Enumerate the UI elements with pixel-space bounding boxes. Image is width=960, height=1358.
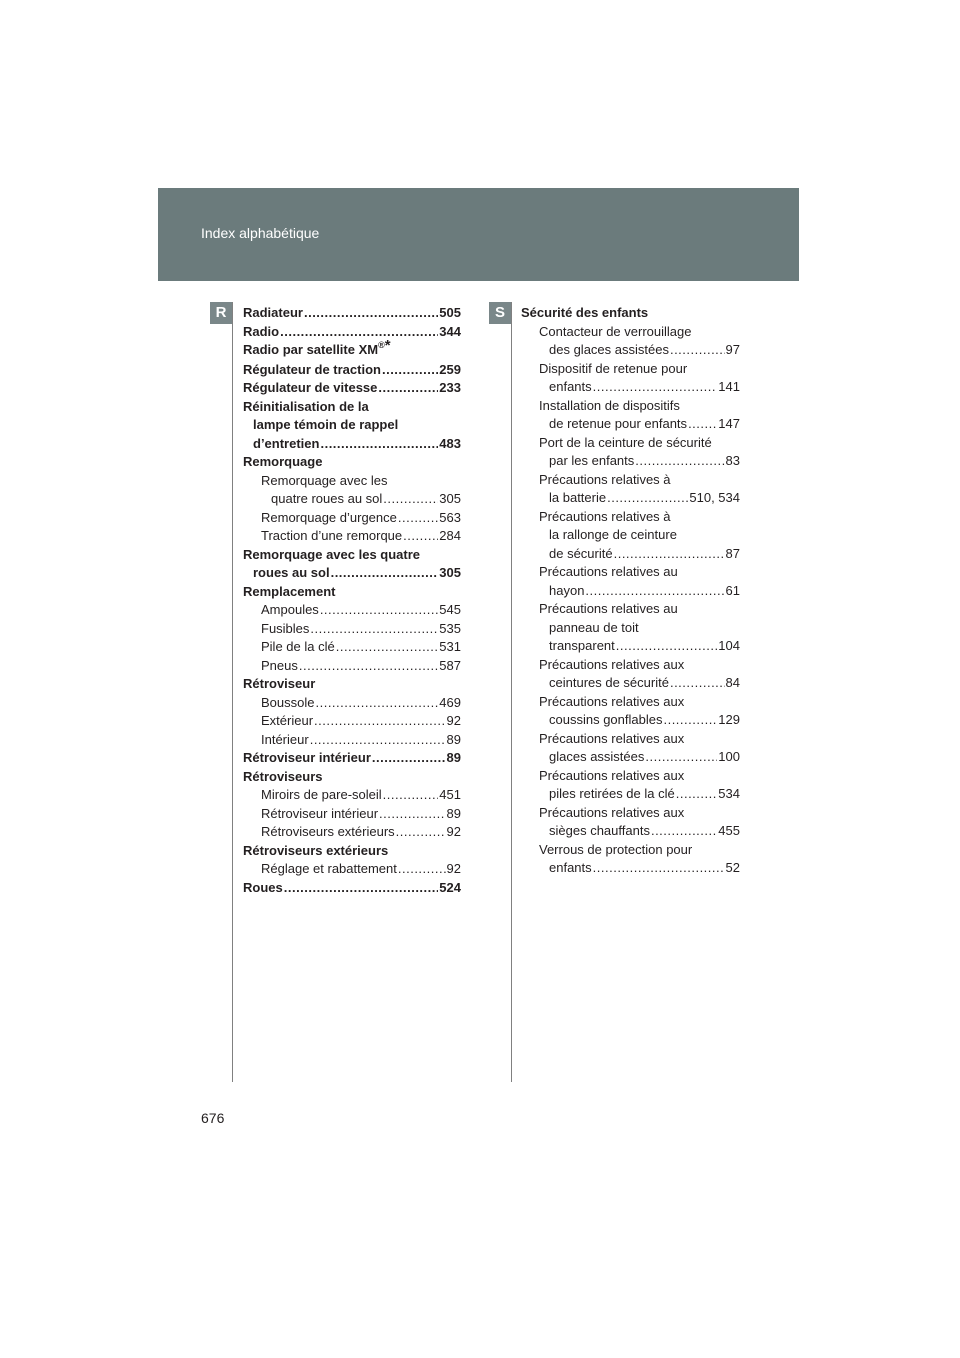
index-subentry: transparent ..... 104 xyxy=(521,637,740,656)
index-entry: Radio par satellite XM®* xyxy=(243,337,391,357)
index-subentry: Précautions relatives au xyxy=(539,564,678,579)
index-subentry: ceintures de sécurité ..... 84 xyxy=(521,674,740,693)
index-heading: Rétroviseur xyxy=(243,676,316,691)
index-subentry: de sécurité ..... 87 xyxy=(521,545,740,564)
index-subentry: Précautions relatives à xyxy=(539,471,671,487)
index-subentry: des glaces assistées ..... 97 xyxy=(521,341,740,360)
index-subentry: Boussole ..... 469 xyxy=(243,694,461,713)
index-heading: Rétroviseurs xyxy=(243,768,323,784)
index-subentry: Pile de la clé ..... 531 xyxy=(243,638,461,657)
column-divider-right xyxy=(511,302,512,1082)
index-entry: Radio ..... 344 xyxy=(243,323,461,342)
page-number: 676 xyxy=(201,1110,225,1126)
index-subentry: hayon ..... 61 xyxy=(521,582,740,601)
index-subentry: Verrous de protection pour xyxy=(539,841,693,857)
index-subentry: Remorquage avec les xyxy=(261,472,388,488)
index-entry: Radiateur ..... 505 xyxy=(243,304,461,323)
index-column-s xyxy=(521,304,740,878)
header-title: Index alphabétique xyxy=(201,225,320,241)
index-entry-continued: d’entretien ..... 483 xyxy=(243,435,461,454)
index-entry: Régulateur de traction ..... 259 xyxy=(243,361,461,380)
index-subentry: enfants ..... 141 xyxy=(521,378,740,397)
index-subentry: Précautions relatives aux xyxy=(539,693,685,709)
index-column-r xyxy=(243,304,461,897)
index-entry: Rétroviseur intérieur ..... 89 xyxy=(243,749,461,768)
column-divider-left xyxy=(232,302,233,1082)
index-subentry: panneau de toit xyxy=(549,619,639,635)
index-subentry: Rétroviseurs extérieurs ..... 92 xyxy=(243,823,461,842)
index-subentry: coussins gonflables ..... 129 xyxy=(521,711,740,730)
index-subentry: Pneus ..... 587 xyxy=(243,657,461,676)
index-subentry: Traction d’une remorque ..... 284 xyxy=(243,527,461,546)
index-subentry: Précautions relatives au xyxy=(539,601,678,616)
index-subentry: Port de la ceinture de sécurité xyxy=(539,434,712,450)
index-subentry: Dispositif de retenue pour xyxy=(539,360,688,376)
index-entry-continued: lampe témoin de rappel xyxy=(253,417,399,432)
index-entry-continued: roues au sol ..... 305 xyxy=(243,564,461,583)
index-subentry: Précautions relatives aux xyxy=(539,730,685,746)
index-subentry: sièges chauffants ..... 455 xyxy=(521,822,740,841)
page-header xyxy=(158,188,799,281)
index-subentry: Rétroviseur intérieur ..... 89 xyxy=(243,805,461,824)
index-subentry: par les enfants ..... 83 xyxy=(521,452,740,471)
index-entry: Régulateur de vitesse ..... 233 xyxy=(243,379,461,398)
index-subentry: Installation de dispositifs xyxy=(539,397,680,413)
letter-tab-s: S xyxy=(489,302,511,324)
index-subentry: de retenue pour enfants ..... 147 xyxy=(521,415,740,434)
index-subentry: Précautions relatives aux xyxy=(539,804,685,820)
index-subentry: enfants ..... 52 xyxy=(521,859,740,878)
index-subentry: Extérieur ..... 92 xyxy=(243,712,461,731)
index-subentry: la rallonge de ceinture xyxy=(549,527,677,542)
index-subentry: Précautions relatives aux xyxy=(539,656,685,672)
index-subentry: glaces assistées ..... 100 xyxy=(521,748,740,767)
index-heading: Sécurité des enfants xyxy=(521,305,649,320)
index-heading: Rétroviseurs extérieurs xyxy=(243,842,389,858)
index-heading: Remorquage xyxy=(243,454,323,469)
index-subentry: quatre roues au sol ..... 305 xyxy=(243,490,461,509)
index-subentry: la batterie ..... 510, 534 xyxy=(521,489,740,508)
index-subentry: Contacteur de verrouillage xyxy=(539,323,692,339)
index-subentry: Précautions relatives à xyxy=(539,508,671,524)
index-entry: Réinitialisation de la xyxy=(243,398,369,414)
index-entry: Roues ..... 524 xyxy=(243,879,461,898)
index-entry: Remorquage avec les quatre xyxy=(243,546,421,562)
letter-tab-r: R xyxy=(210,302,232,324)
index-subentry: Miroirs de pare-soleil ..... 451 xyxy=(243,786,461,805)
index-subentry: piles retirées de la clé ..... 534 xyxy=(521,785,740,804)
index-subentry: Ampoules ..... 545 xyxy=(243,601,461,620)
index-subentry: Précautions relatives aux xyxy=(539,767,685,783)
index-subentry: Intérieur ..... 89 xyxy=(243,731,461,750)
index-subentry: Fusibles ..... 535 xyxy=(243,620,461,639)
index-subentry: Remorquage d’urgence ..... 563 xyxy=(243,509,461,528)
index-heading: Remplacement xyxy=(243,583,336,599)
index-subentry: Réglage et rabattement ..... 92 xyxy=(243,860,461,879)
